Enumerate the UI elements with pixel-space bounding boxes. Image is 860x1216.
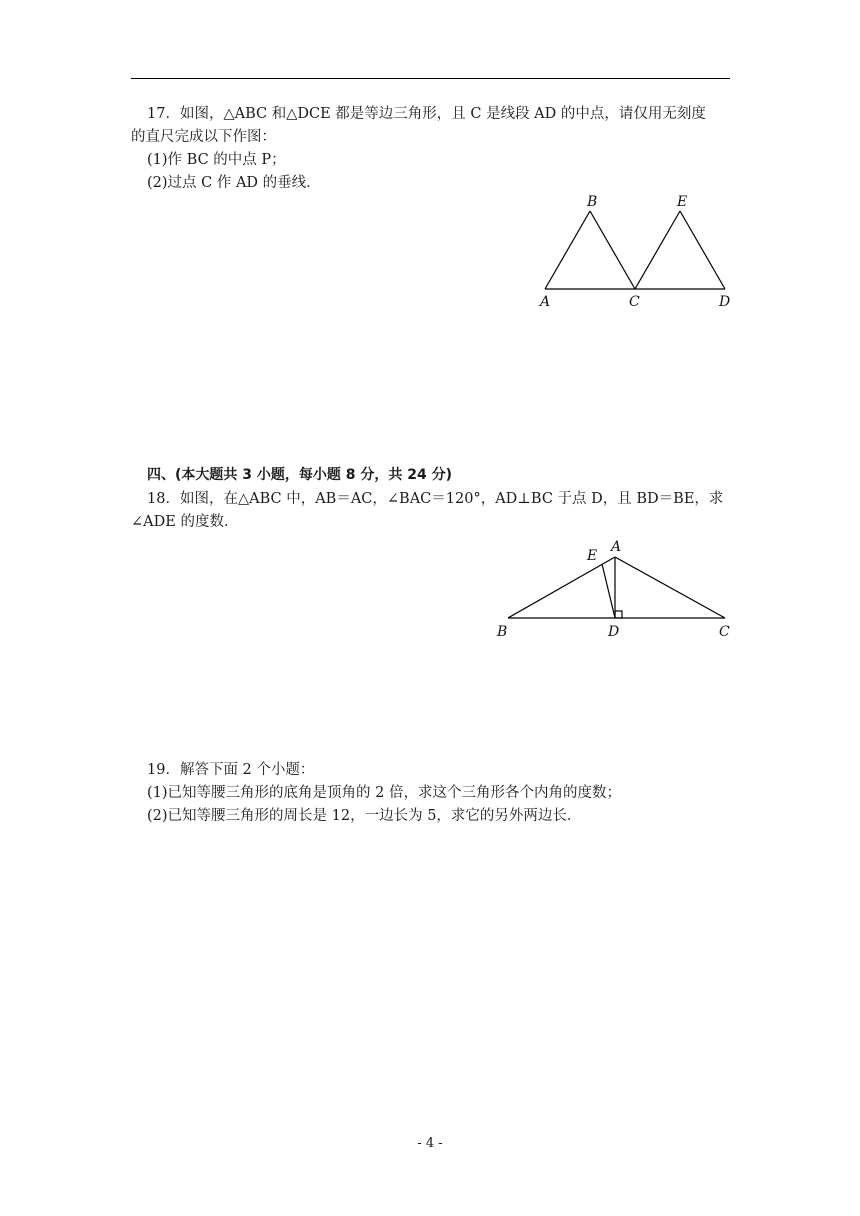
q18-segment-ed [602, 564, 615, 618]
q18-label-b: B [497, 624, 508, 640]
q18-label-d: D [608, 624, 620, 640]
header-rule [131, 78, 730, 79]
q17-line1: 17．如图，△ABC 和△DCE 都是等边三角形，且 C 是线段 AD 的中点，请仅用无刻度 [147, 106, 706, 122]
q17-label-e: E [677, 194, 688, 210]
q17-segment-ce [635, 211, 680, 289]
q18-segment-ab [508, 557, 615, 618]
q18-right-angle-mark [615, 611, 622, 618]
q17-segment-bc [590, 211, 635, 289]
q17-segment-ed [680, 211, 725, 289]
q18-line1: 18．如图，在△ABC 中，AB＝AC，∠BAC＝120°，AD⊥BC 于点 D，且 BD＝BE，求 [147, 491, 724, 507]
q17-label-d: D [719, 294, 731, 310]
q17-segment-ab [545, 211, 590, 289]
section4-title: 四、(本大题共 3 小题，每小题 8 分，共 24 分) [147, 467, 453, 483]
q19-part2: (2)已知等腰三角形的周长是 12，一边长为 5，求它的另外两边长． [147, 808, 582, 824]
q17-part1: (1)作 BC 的中点 P； [147, 152, 286, 168]
q18-label-a: A [611, 539, 622, 555]
q17-label-b: B [587, 194, 598, 210]
q17-line2: 的直尺完成以下作图： [131, 129, 276, 145]
q18-segment-ac [615, 557, 725, 618]
q18-label-c: C [719, 624, 730, 640]
q17-label-c: C [629, 294, 640, 310]
q18-label-e: E [587, 548, 598, 564]
q17-label-a: A [540, 294, 551, 310]
q19-part1: (1)已知等腰三角形的底角是顶角的 2 倍，求这个三角形各个内角的度数； [147, 785, 621, 801]
q18-line2: ∠ADE 的度数． [131, 514, 239, 530]
q18-figure [495, 535, 740, 645]
q17-figure [535, 190, 740, 315]
q17-part2: (2)过点 C 作 AD 的垂线． [147, 175, 321, 191]
page-number: - 4 - [417, 1136, 443, 1151]
q19-line1: 19．解答下面 2 个小题： [147, 762, 315, 778]
